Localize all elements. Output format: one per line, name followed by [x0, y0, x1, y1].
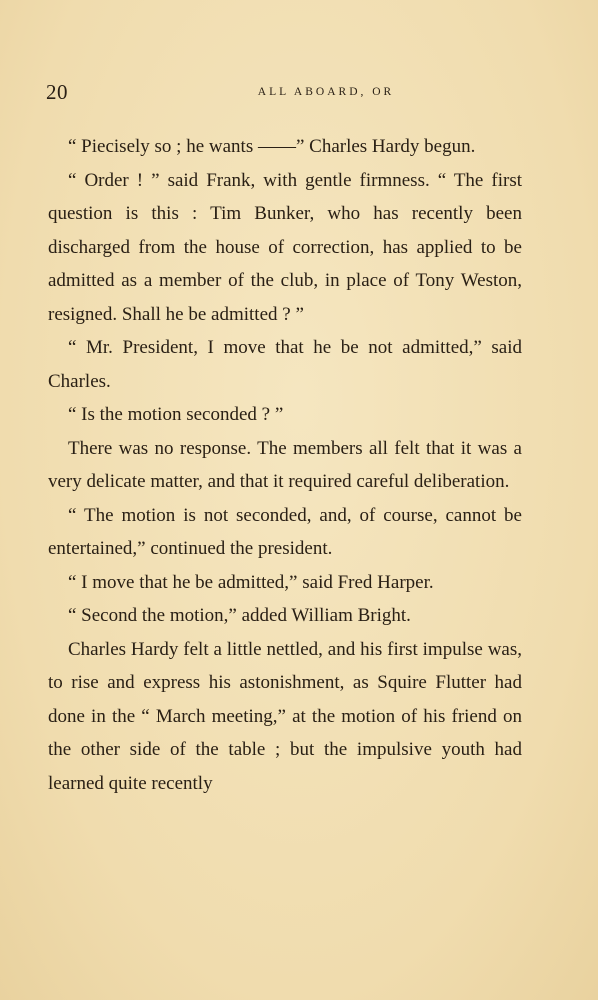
page-header — [46, 80, 526, 104]
paragraph: “ Mr. President, I move that he be not admitted,” said Charles. — [48, 337, 522, 392]
paragraph: There was no response. The members all felt that it was a very delicate matter, and that it required careful deliberation. — [48, 437, 522, 492]
paragraph: “ Piecisely so ; he wants ——” Charles Hardy begun. — [68, 136, 476, 157]
paragraph: “ Is the motion seconded ? ” — [68, 404, 284, 425]
paragraph: “ Order ! ” said Frank, with gentle firmness. “ The first question is this : Tim Bunker, who has recently been discharged from the house of correction, has applied to be admitted as a member of the club, in place of Tony Weston, resigned. Shall he be admitted ? ” — [48, 169, 522, 325]
paragraph: Charles Hardy felt a little nettled, and his first impulse was, to rise and express his astonishment, as Squire Flutter had done in the “ March meeting,” at the motion of his friend on the other side of the table ; but the impulsive youth had learned quite recently — [48, 638, 522, 794]
running-head: ALL ABOARD, OR — [257, 86, 395, 98]
body-text — [48, 130, 522, 800]
page-number: 20 — [46, 80, 68, 104]
paragraph: “ The motion is not seconded, and, of course, cannot be entertained,” continued the president. — [48, 504, 522, 559]
paragraph: “ Second the motion,” added William Bright. — [68, 605, 411, 626]
paragraph: “ I move that he be admitted,” said Fred Harper. — [68, 571, 434, 593]
